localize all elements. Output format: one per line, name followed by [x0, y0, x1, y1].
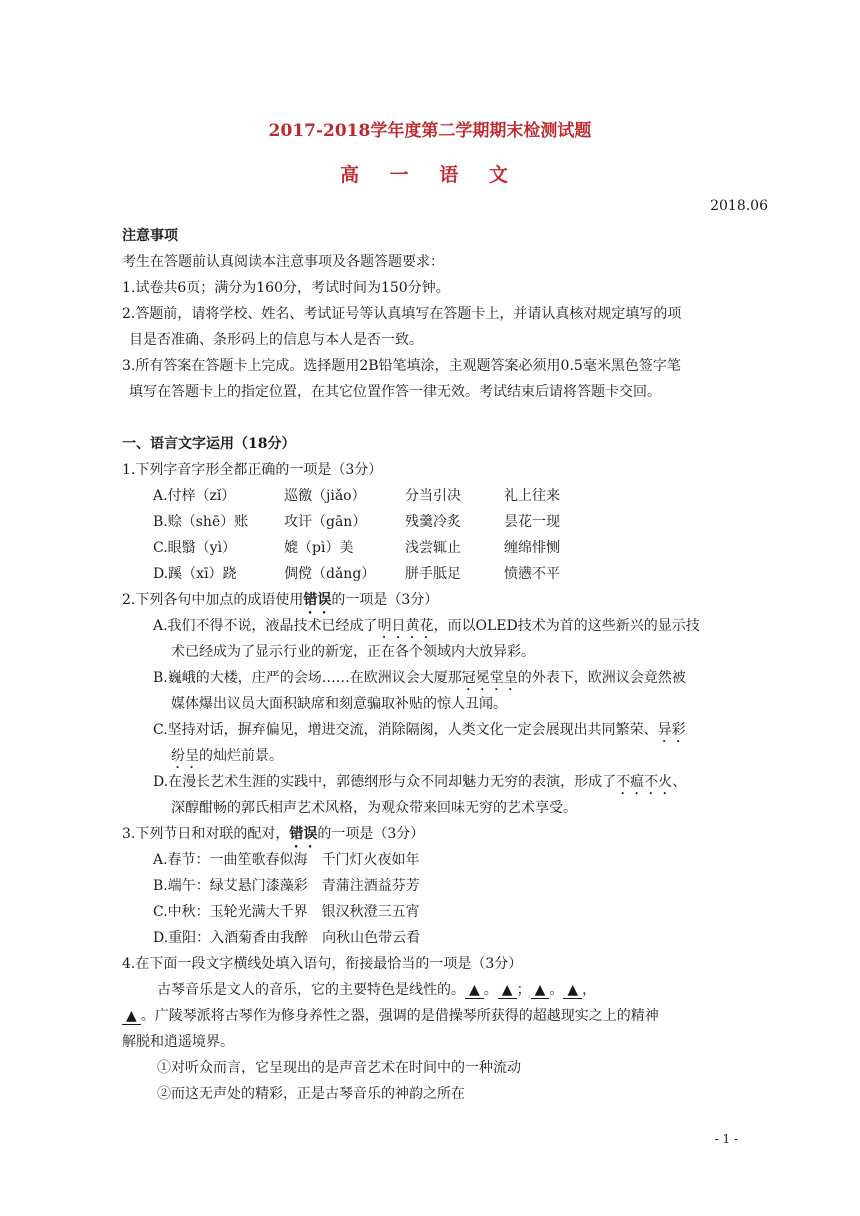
option-cell: 浅尝辄止	[405, 540, 461, 556]
q2-stem	[122, 589, 438, 617]
q2-option-d	[153, 771, 686, 798]
q2-option-a	[153, 615, 700, 642]
fill-blank: ▲	[122, 1008, 141, 1025]
option-cell: 愤懑不平	[504, 566, 560, 582]
q1-stem: 1.下列字音字形全都正确的一项是（3分）	[122, 462, 383, 478]
option-cell: 礼上往来	[504, 488, 560, 504]
emphasis-error: 错误	[303, 592, 332, 608]
q4-stem: 4.在下面一段文字横线处填入语句，衔接最恰当的一项是（3分）	[122, 956, 523, 972]
option-text: 、	[672, 774, 687, 790]
exam-date: 2018.06	[710, 198, 768, 214]
option-cell: 残羹冷炙	[405, 514, 461, 530]
q4-sentence-1: ①对听众而言，它呈现出的是声音艺术在时间中的一种流动	[157, 1060, 521, 1076]
notice-item-3-cont: 填写在答题卡上的指定位置，在其它位置作答一律无效。考试结束后请将答题卡交回。	[129, 384, 661, 400]
notice-item-1: 1.试卷共6页；满分为160分，考试时间为150分钟。	[122, 280, 450, 296]
q3-stem	[122, 823, 424, 851]
punctuation: 。	[549, 982, 564, 998]
q4-passage-line-3: 解脱和逍遥境界。	[122, 1034, 234, 1050]
option-cell: 媲（pì）美	[284, 540, 354, 556]
dotted-idiom: 冠冕堂皇	[461, 670, 518, 686]
notice-item-3: 3.所有答案在答题卡上完成。选择题用2B铅笔填涂，主观题答案必须用0.5毫米黑色签字笔	[122, 358, 681, 374]
stem-text: 的一项是（3分）	[317, 826, 425, 842]
q3-option-a: A.春节：一曲笙歌春似海 千门灯火夜如年	[153, 852, 420, 868]
option-text: D.在漫长艺术生涯的实践中，郭德纲形与众不同却魅力无穷的表演，形成了	[153, 774, 617, 790]
q2-option-b	[153, 667, 686, 694]
q3-option-b: B.端午：绿艾悬门漆藻彩 青蒲注酒益芬芳	[153, 878, 420, 894]
emphasis-error: 错误	[289, 826, 318, 842]
stem-text: 的一项是（3分）	[331, 592, 439, 608]
exam-title: 2017-2018学年度第二学期期末检测试题	[268, 121, 592, 141]
notice-intro: 考生在答题前认真阅读本注意事项及各题答题要求：	[122, 254, 444, 270]
q4-passage-line-1	[157, 979, 596, 999]
option-cell: A.付梓（zǐ）	[153, 488, 236, 504]
punctuation: ；	[516, 982, 531, 998]
option-cell: 胼手胝足	[405, 566, 461, 582]
fill-blank: ▲	[465, 982, 484, 999]
option-cell: 攻讦（gān）	[284, 514, 367, 530]
q4-sentence-2: ②而这无声处的精彩，正是古琴音乐的神韵之所在	[157, 1086, 465, 1102]
notice-item-2: 2.答题前，请将学校、姓名、考试证号等认真填写在答题卡上，并请认真核对规定填写的项	[122, 306, 682, 322]
fill-blank: ▲	[531, 982, 550, 999]
q3-option-c: C.中秋：玉轮光满大千界 银汉秋澄三五宵	[153, 904, 420, 920]
page-number: - 1 -	[714, 1132, 738, 1146]
dotted-idiom: 异彩	[657, 722, 686, 738]
q2-option-d-cont: 深醇酣畅的郭氏相声艺术风格，为观众带来回味无穷的艺术享受。	[171, 800, 577, 816]
dotted-idiom: 纷呈	[171, 748, 199, 764]
punctuation: 。	[483, 982, 498, 998]
exam-subject: 高 一 语 文	[340, 164, 520, 186]
option-cell: 昙花一现	[504, 514, 560, 530]
option-text: A.我们不得不说，液晶技术已经成了	[153, 618, 378, 634]
option-text: B.巍峨的大楼，庄严的会场……在欧洲议会大厦那	[153, 670, 462, 686]
option-cell: 缠绵悱恻	[504, 540, 560, 556]
q2-option-a-cont: 术已经成为了显示行业的新宠，正在各个领域内大放异彩。	[171, 644, 535, 660]
q3-option-d: D.重阳：入酒菊香由我醉 向秋山色带云看	[153, 930, 421, 946]
passage-text: 古琴音乐是文人的音乐，它的主要特色是线性的。	[157, 982, 465, 998]
dotted-idiom: 不瘟不火	[616, 774, 673, 790]
option-text: ，而以OLED技术为首的这些新兴的显示技	[433, 618, 700, 634]
section-heading: 一、语言文字运用（18分）	[122, 436, 296, 452]
fill-blank: ▲	[563, 982, 582, 999]
q4-passage-line-2	[122, 1005, 659, 1025]
option-text: C.坚持对话，摒弃偏见，增进交流，消除隔阂，人类文化一定会展现出共同繁荣、	[153, 722, 658, 738]
stem-text: 3.下列节日和对联的配对，	[122, 826, 290, 842]
dotted-idiom: 明日黄花	[377, 618, 434, 634]
q2-option-c-cont	[171, 745, 283, 772]
notice-heading: 注意事项	[122, 228, 178, 244]
stem-text: 2.下列各句中加点的成语使用	[122, 592, 304, 608]
notice-item-2-cont: 目是否准确、条形码上的信息与本人是否一致。	[129, 332, 423, 348]
option-cell: D.蹊（xī）跷	[153, 566, 237, 582]
option-cell: C.眼翳（yì）	[153, 540, 237, 556]
fill-blank: ▲	[498, 982, 517, 999]
passage-text: 。广陵琴派将古琴作为修身养性之器，强调的是借操琴所获得的超越现实之上的精神	[140, 1008, 659, 1024]
option-text: 的灿烂前景。	[199, 748, 283, 764]
punctuation: ，	[582, 982, 597, 998]
option-cell: 倜傥（dǎng）	[284, 566, 376, 582]
option-text: 的外表下，欧洲议会竟然被	[517, 670, 686, 686]
option-cell: 分当引决	[405, 488, 461, 504]
q2-option-b-cont: 媒体爆出议员大面积缺席和刻意骗取补贴的惊人丑闻。	[171, 696, 507, 712]
option-cell: B.赊（shē）账	[153, 514, 249, 530]
option-cell: 巡徼（jiǎo）	[284, 488, 366, 504]
q2-option-c	[153, 719, 686, 746]
